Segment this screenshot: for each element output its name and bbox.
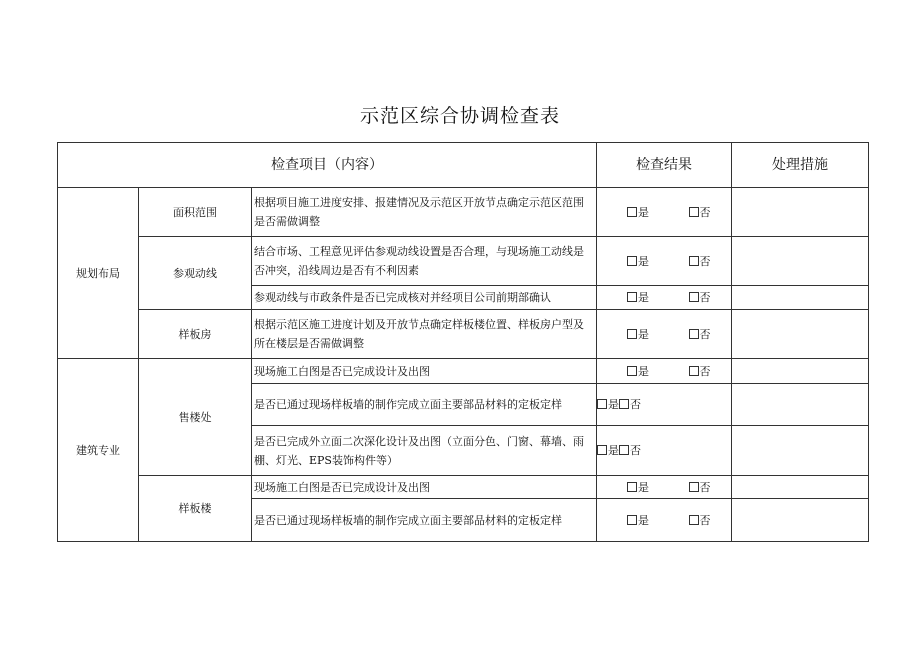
yes-option[interactable]: 是 <box>627 203 649 222</box>
measure-cell[interactable] <box>732 384 869 426</box>
checkbox-icon[interactable] <box>597 399 607 409</box>
yes-option[interactable]: 是 <box>627 362 649 381</box>
no-option[interactable]: 否 <box>689 325 711 344</box>
measure-cell[interactable] <box>732 476 869 499</box>
yes-option[interactable]: 是 <box>597 441 619 460</box>
no-option[interactable]: 否 <box>689 478 711 497</box>
content-cell: 参观动线与市政条件是否已完成核对并经项目公司前期部确认 <box>252 286 597 310</box>
content-cell: 结合市场、工程意见评估参观动线设置是否合理，与现场施工动线是否冲突，沿线周边是否有不利因素 <box>252 237 597 286</box>
measure-cell[interactable] <box>732 188 869 237</box>
content-cell: 根据示范区施工进度计划及开放节点确定样板楼位置、样板房户型及所在楼层是否需做调整 <box>252 310 597 359</box>
checkbox-icon[interactable] <box>689 482 699 492</box>
result-cell[interactable] <box>597 476 732 499</box>
no-option[interactable]: 否 <box>689 203 711 222</box>
checkbox-icon[interactable] <box>689 292 699 302</box>
checkbox-icon[interactable] <box>627 256 637 266</box>
table-row <box>58 237 869 286</box>
header-item: 检查项目（内容） <box>58 143 597 188</box>
checkbox-icon[interactable] <box>619 399 629 409</box>
checkbox-icon[interactable] <box>597 445 607 455</box>
result-cell[interactable] <box>597 384 732 426</box>
yes-option[interactable]: 是 <box>597 395 619 414</box>
no-option[interactable]: 否 <box>689 511 711 530</box>
checkbox-icon[interactable] <box>689 366 699 376</box>
result-cell[interactable] <box>597 286 732 310</box>
yes-option[interactable]: 是 <box>627 288 649 307</box>
measure-cell[interactable] <box>732 286 869 310</box>
no-option[interactable]: 否 <box>689 252 711 271</box>
table-row <box>58 188 869 237</box>
table-row <box>58 359 869 384</box>
checkbox-icon[interactable] <box>627 329 637 339</box>
content-cell: 是否已完成外立面二次深化设计及出图（立面分色、门窗、幕墙、雨棚、灯光、EPS装饰构件等） <box>252 426 597 476</box>
checkbox-icon[interactable] <box>627 207 637 217</box>
sub-item-cell: 样板房 <box>139 310 252 359</box>
header-result: 检查结果 <box>597 143 732 188</box>
measure-cell[interactable] <box>732 426 869 476</box>
category-cell: 建筑专业 <box>58 359 139 542</box>
checkbox-icon[interactable] <box>689 329 699 339</box>
content-cell: 根据项目施工进度安排、报建情况及示范区开放节点确定示范区范围是否需做调整 <box>252 188 597 237</box>
no-option[interactable]: 否 <box>619 441 641 460</box>
measure-cell[interactable] <box>732 359 869 384</box>
category-cell: 规划布局 <box>58 188 139 359</box>
result-cell[interactable] <box>597 426 732 476</box>
result-cell[interactable] <box>597 359 732 384</box>
checkbox-icon[interactable] <box>627 366 637 376</box>
sub-item-cell: 样板楼 <box>139 476 252 542</box>
sub-item-cell: 售楼处 <box>139 359 252 476</box>
content-cell: 现场施工白图是否已完成设计及出图 <box>252 359 597 384</box>
checkbox-icon[interactable] <box>627 292 637 302</box>
yes-option[interactable]: 是 <box>627 478 649 497</box>
yes-option[interactable]: 是 <box>627 325 649 344</box>
checkbox-icon[interactable] <box>689 207 699 217</box>
inspection-table <box>57 142 869 542</box>
content-cell: 现场施工白图是否已完成设计及出图 <box>252 476 597 499</box>
checkbox-icon[interactable] <box>627 482 637 492</box>
measure-cell[interactable] <box>732 499 869 542</box>
result-cell[interactable] <box>597 188 732 237</box>
no-option[interactable]: 否 <box>689 288 711 307</box>
content-cell: 是否已通过现场样板墙的制作完成立面主要部品材料的定板定样 <box>252 499 597 542</box>
result-cell[interactable] <box>597 237 732 286</box>
sub-item-cell: 参观动线 <box>139 237 252 310</box>
header-measure: 处理措施 <box>732 143 869 188</box>
result-cell[interactable] <box>597 499 732 542</box>
yes-option[interactable]: 是 <box>627 252 649 271</box>
checkbox-icon[interactable] <box>689 256 699 266</box>
content-cell: 是否已通过现场样板墙的制作完成立面主要部品材料的定板定样 <box>252 384 597 426</box>
page-title: 示范区综合协调检查表 <box>359 105 560 127</box>
yes-option[interactable]: 是 <box>627 511 649 530</box>
result-cell[interactable] <box>597 310 732 359</box>
measure-cell[interactable] <box>732 310 869 359</box>
checkbox-icon[interactable] <box>627 515 637 525</box>
measure-cell[interactable] <box>732 237 869 286</box>
table-row <box>58 310 869 359</box>
no-option[interactable]: 否 <box>619 395 641 414</box>
no-option[interactable]: 否 <box>689 362 711 381</box>
sub-item-cell: 面积范围 <box>139 188 252 237</box>
checkbox-icon[interactable] <box>689 515 699 525</box>
table-row <box>58 476 869 499</box>
table-header-row <box>58 143 869 188</box>
checkbox-icon[interactable] <box>619 445 629 455</box>
